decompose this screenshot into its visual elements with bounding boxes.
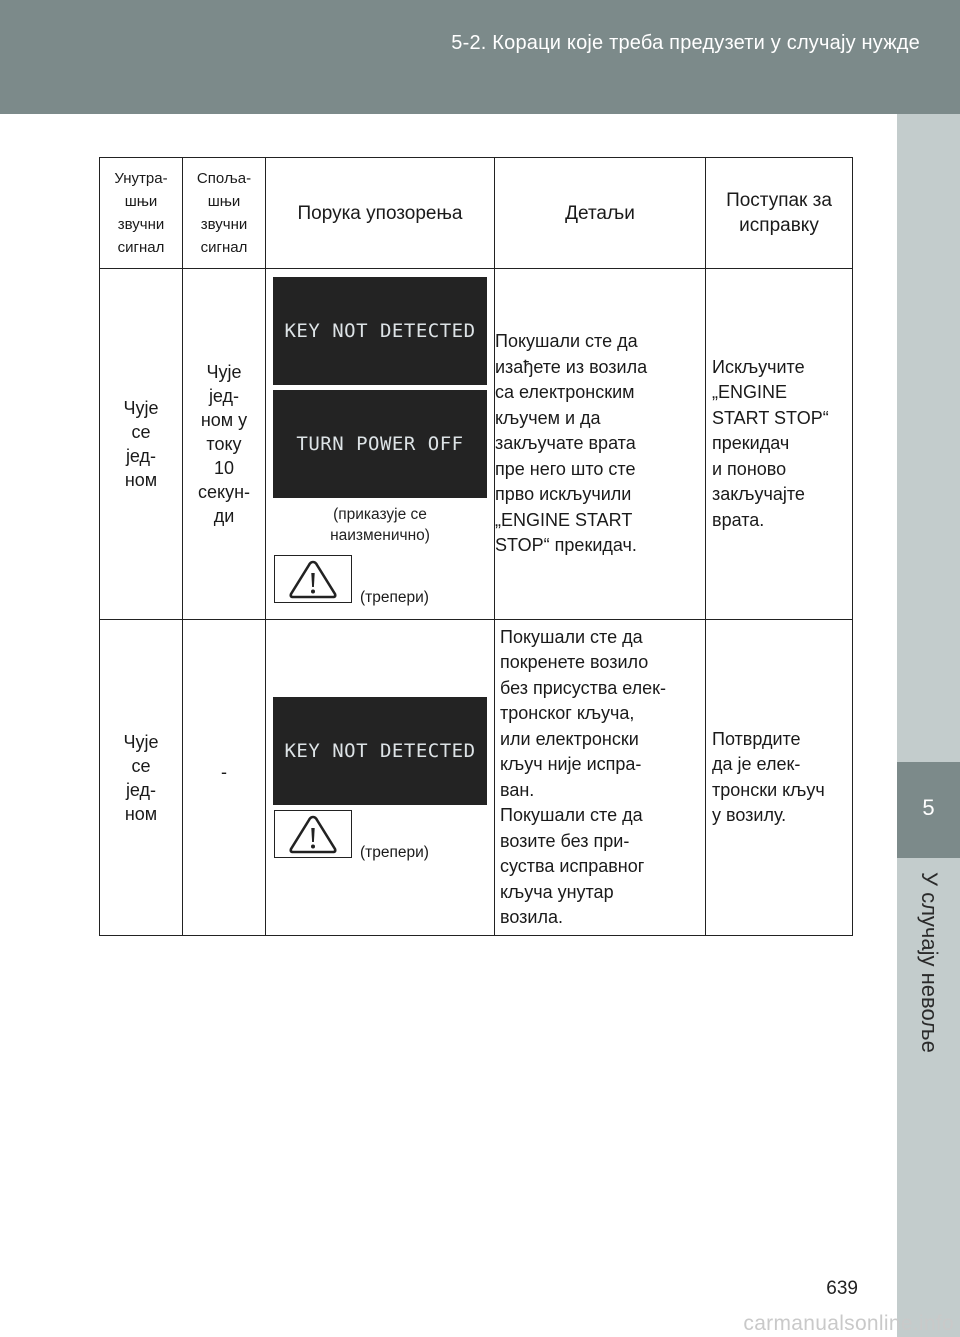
section-title: 5-2. Кораци које треба предузети у случају нужде (451, 32, 920, 54)
chapter-title: У случају невоље (917, 872, 942, 1053)
cell-internal-buzzer: Чује се јед- ном (100, 620, 183, 936)
display-key-not-detected: KEY NOT DETECTED (273, 277, 487, 385)
cell-warning-message (266, 269, 495, 620)
warning-triangle-icon (274, 555, 352, 603)
header-details: Детаљи (495, 158, 706, 269)
chapter-number: 5 (922, 795, 935, 820)
display-key-not-detected: KEY NOT DETECTED (273, 697, 487, 805)
cell-warning-message (266, 620, 495, 936)
header-internal-buzzer: Унутра- шњи звучни сигнал (100, 158, 183, 269)
flashing-note: (трепери) (360, 589, 429, 606)
cell-procedure: Искључите „ENGINE START STOP“ прекидач и поново закључајте врата. (706, 269, 853, 620)
warning-triangle-icon (274, 810, 352, 858)
header-external-buzzer: Спољa- шњи звучни сигнал (183, 158, 266, 269)
cell-details: Покушали сте да изађете из возила са електронским кључем и да закључате врата пре него што сте прво искључили „ENGINE START STOP“ прекидач. (495, 269, 706, 620)
cell-external-buzzer: Чује јед- ном у току 10 секун- ди (183, 269, 266, 620)
table-row (100, 620, 853, 936)
watermark: carmanualsonline.info (743, 1312, 954, 1335)
page-number: 639 (826, 1278, 858, 1299)
display-turn-power-off: TURN POWER OFF (273, 390, 487, 498)
cell-external-buzzer: - (183, 620, 266, 936)
alternating-note: (приказује се наизменично) (330, 506, 430, 544)
warning-indicator (274, 810, 494, 861)
cell-procedure: Потврдите да је елек- тронски кључ у возилу. (706, 620, 853, 936)
page-header (0, 0, 960, 114)
table-header-row (100, 158, 853, 269)
side-tab-bar (897, 114, 960, 1337)
header-procedure: Поступак за исправку (706, 158, 853, 269)
warning-indicator (274, 555, 494, 606)
warning-table (99, 157, 853, 936)
cell-details: Покушали сте да покренете возило без присуства елек- тронског кључа, или електронски кључ није испра- ван. Покушали сте да возите без при- суства исправног кључа унутар возила. (495, 620, 706, 936)
table-row (100, 269, 853, 620)
flashing-note: (трепери) (360, 844, 429, 861)
header-warning-message: Порука упозорења (266, 158, 495, 269)
cell-internal-buzzer: Чује се јед- ном (100, 269, 183, 620)
